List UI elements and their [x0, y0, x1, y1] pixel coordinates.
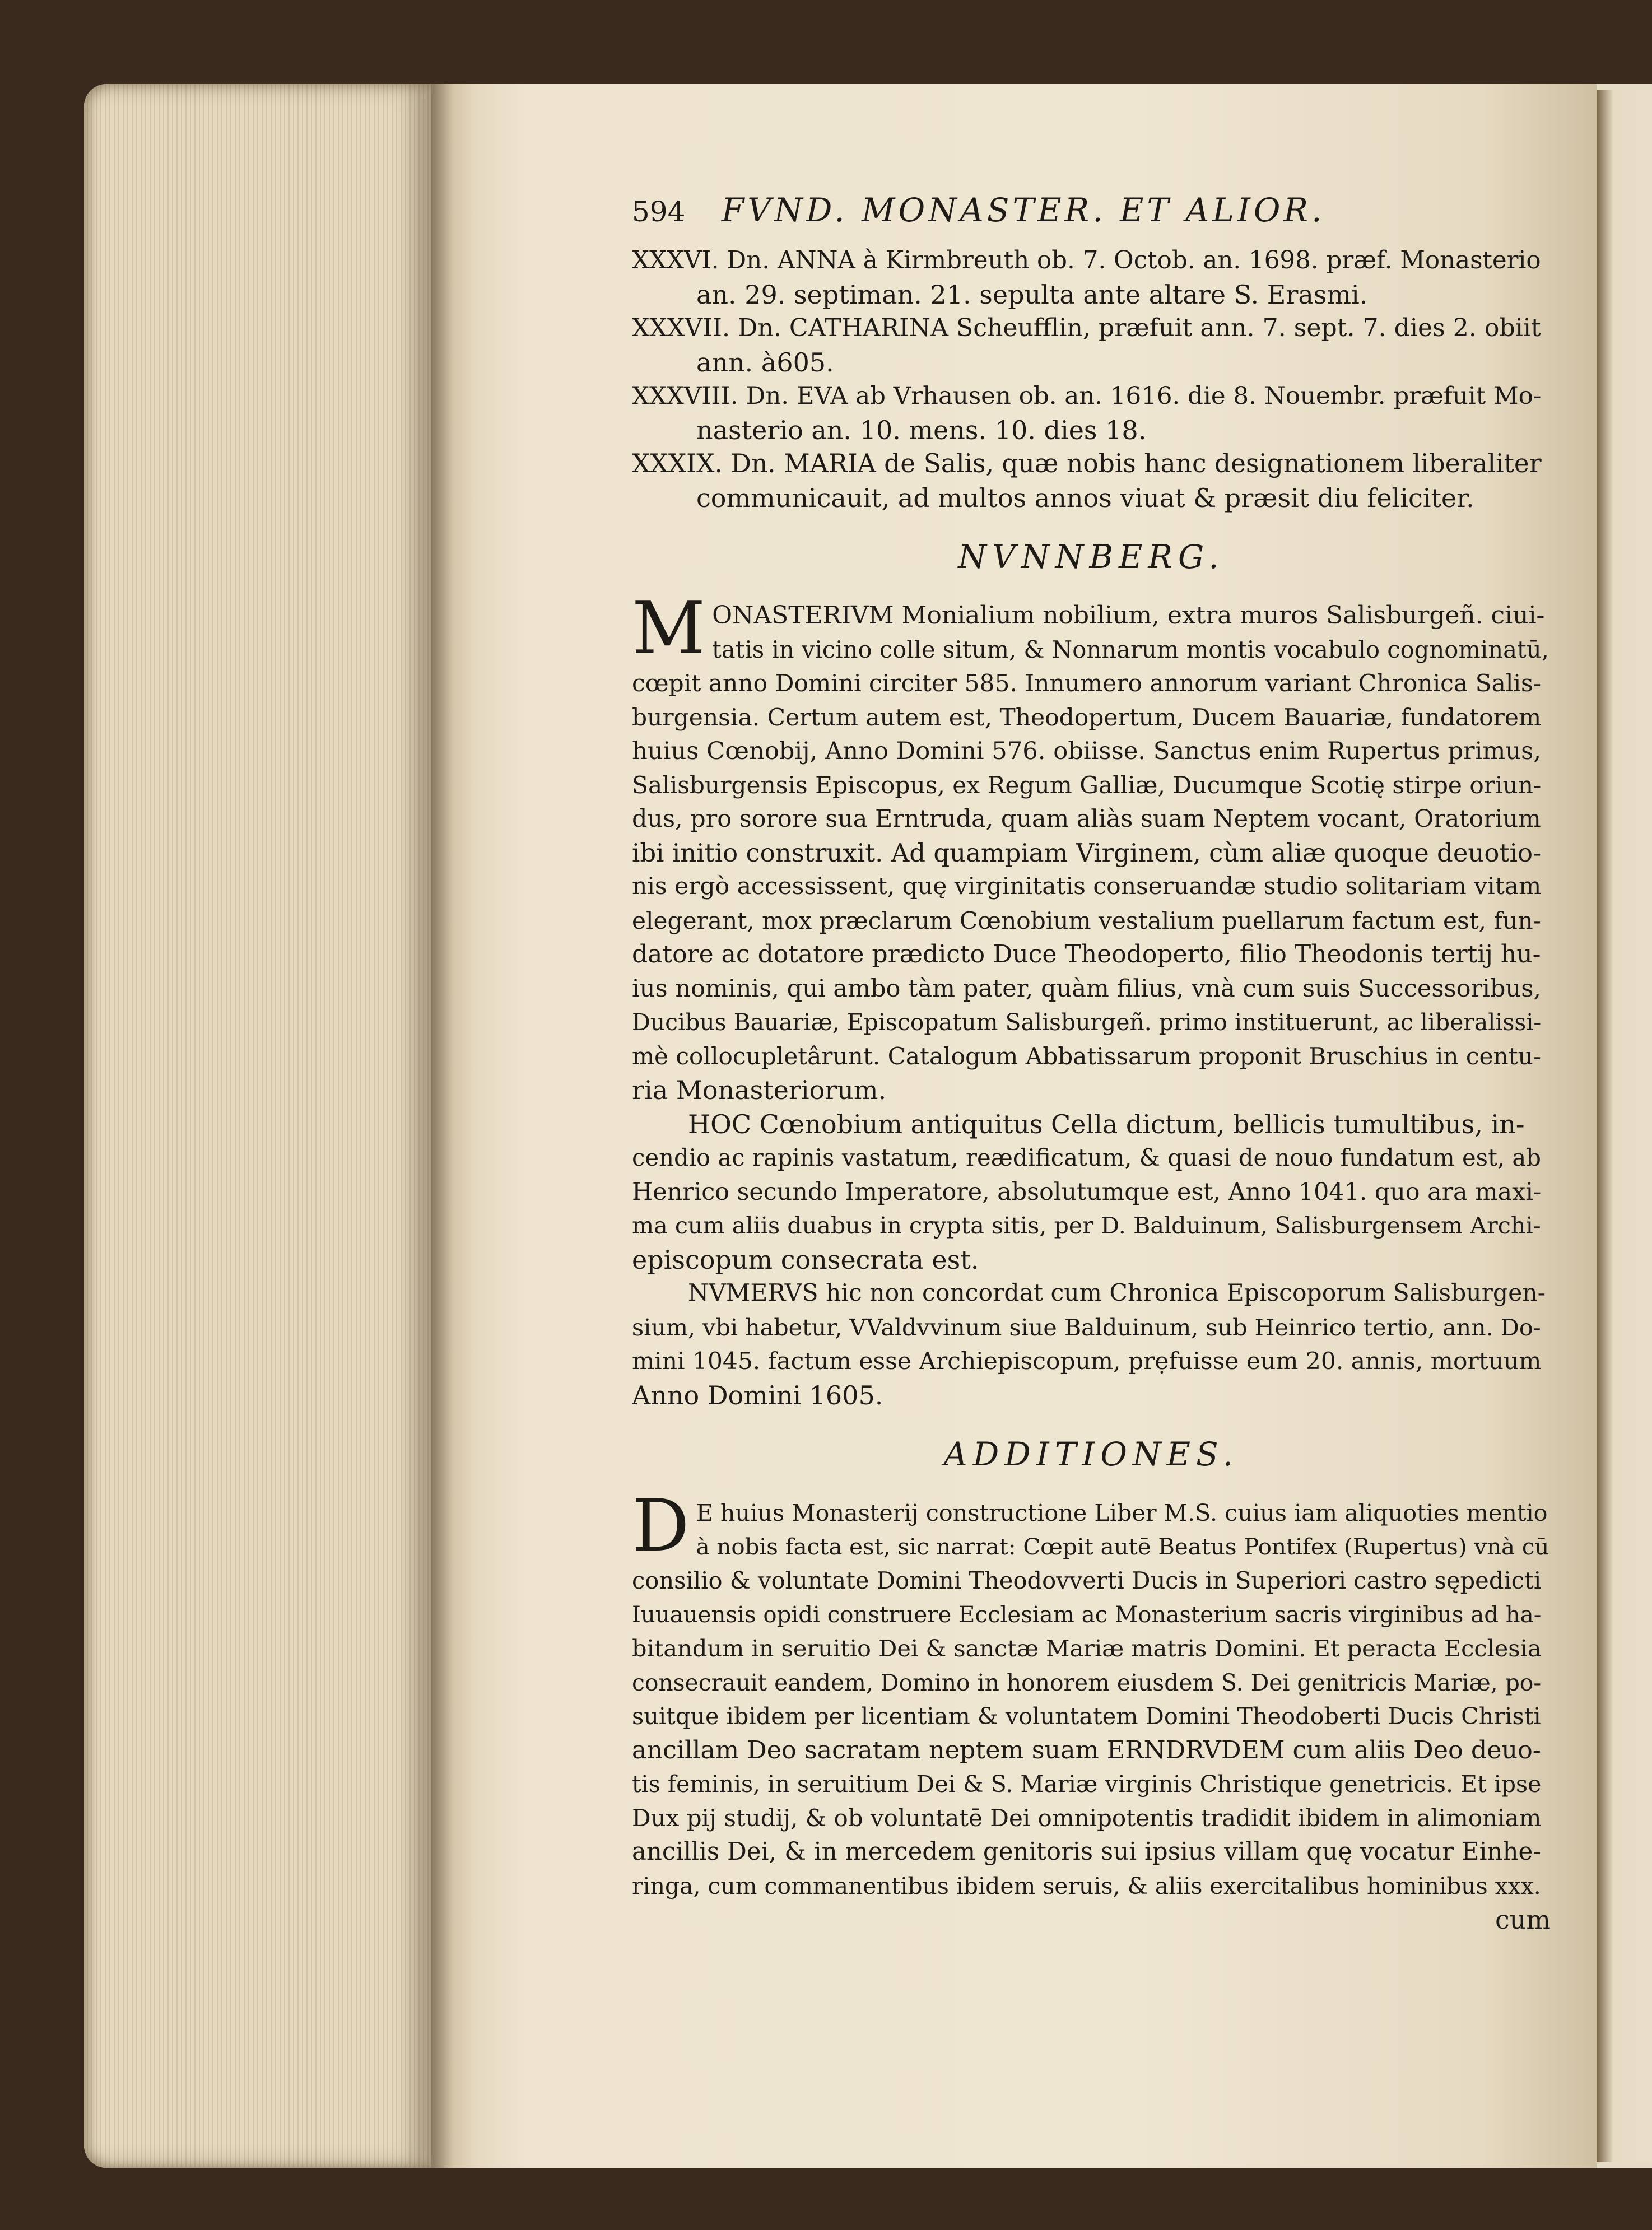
text-line: ringa, cum commanentibus ibidem seruis, & aliis exercitalibus hominibus xxx. [632, 1872, 1541, 1900]
entry-line: XXXIX. Dn. MARIA de Salis, quæ nobis hanc designationem liberaliter [632, 449, 1542, 478]
text-line: cœpit anno Domini circiter 585. Innumero annorum variant Chronica Salis- [632, 669, 1542, 697]
text-line: tatis in vicino colle situm, & Nonnarum montis vocabulo cognominatū, [712, 635, 1549, 663]
entry-37 [632, 311, 1551, 379]
entry-39 [632, 447, 1551, 515]
text-line: cendio ac rapinis vastatum, reædificatum, & quasi de nouo fundatum est, ab [632, 1144, 1541, 1171]
text-line: datore ac dotatore prædicto Duce Theodoperto, filio Theodonis tertij hu- [632, 940, 1541, 969]
entry-line: XXXVII. Dn. CATHARINA Scheufflin, præfuit ann. 7. sept. 7. dies 2. obiit [632, 314, 1541, 342]
text-line: ius nominis, qui ambo tàm pater, quàm filius, vnà cum suis Successoribus, [632, 974, 1542, 1003]
entry-line: XXXVIII. Dn. EVA ab Vrhausen ob. an. 1616. die 8. Nouembr. præfuit Mo- [632, 382, 1542, 410]
entry-38 [632, 379, 1551, 447]
text-line: E huius Monasterij constructione Liber M.S. cuius iam aliquoties mentio [696, 1500, 1548, 1526]
text-line: Salisburgensis Episcopus, ex Regum Galliæ, Ducumque Scotię stirpe oriun- [632, 771, 1542, 799]
section-heading-additiones: ADDITIONES. [943, 1435, 1239, 1473]
text-line: episcopum consecrata est. [632, 1244, 979, 1275]
text-line: Henrico secundo Imperatore, absolutumque est, Anno 1041. quo ara maxi- [632, 1177, 1542, 1206]
text-line: NVMERVS hic non concordat cum Chronica Episcoporum Salisburgen- [688, 1279, 1546, 1307]
text-line: HOC Cœnobium antiquitus Cella dictum, bellicis tumultibus, in- [688, 1109, 1525, 1139]
text-line: suitque ibidem per licentiam & voluntatem Domini Theodoberti Ducis Christi [632, 1703, 1541, 1730]
entry-36 [632, 244, 1551, 311]
text-line: mini 1045. factum esse Archiepiscopum, prẹfuisse eum 20. annis, mortuum [632, 1347, 1542, 1375]
text-line: tis feminis, in seruitium Dei & S. Mariæ virginis Christique genetricis. Et ipse [632, 1771, 1542, 1798]
running-head [632, 193, 1551, 244]
text-line: Iuuauensis opidi construere Ecclesiam ac Monasterium sacris virginibus ad ha- [632, 1601, 1542, 1628]
facing-page-edge [1597, 90, 1652, 2162]
text-line: burgensia. Certum autem est, Theodopertum, Ducem Bauariæ, fundatorem [632, 703, 1542, 731]
drop-capital: D [632, 1496, 690, 1568]
text-line: consecrauit eandem, Domino in honorem eiusdem S. Dei genitricis Mariæ, po- [632, 1669, 1542, 1696]
gutter-shadow [431, 84, 476, 2168]
running-title: FVND. MONASTER. ET ALIOR. [722, 191, 1325, 229]
page-text [632, 193, 1551, 1937]
entry-line: nasterio an. 10. mens. 10. dies 18. [696, 415, 1147, 445]
text-line: à nobis facta est, sic narrat: Cœpit autē Beatus Pontifex (Rupertus) vnà cū [696, 1534, 1549, 1560]
text-line: bitandum in seruitio Dei & sanctæ Mariæ matris Domini. Et peracta Ecclesia [632, 1635, 1542, 1662]
text-line: huius Cœnobij, Anno Domini 576. obiisse. Sanctus enim Rupertus primus, [632, 737, 1542, 765]
text-line: consilio & voluntate Domini Theodovverti Ducis in Superiori castro sępedicti [632, 1567, 1542, 1594]
text-line: Anno Domini 1605. [632, 1380, 883, 1410]
text-line: ma cum aliis duabus in crypta sitis, per D. Balduinum, Salisburgensem Archi- [632, 1212, 1541, 1239]
text-line: ancillis Dei, & in mercedem genitoris sui ipsius villam quę vocatur Einhe- [632, 1838, 1541, 1866]
text-line: ibi initio construxit. Ad quampiam Virginem, cùm aliæ quoque deuotio- [632, 837, 1542, 868]
page-edges [84, 84, 431, 2168]
text-line: Dux pij studij, & ob voluntatē Dei omnipotentis tradidit ibidem in alimoniam [632, 1804, 1542, 1832]
text-line: sium, vbi habetur, VValdvvinum siue Balduinum, sub Heinrico tertio, ann. Do- [632, 1314, 1541, 1341]
paragraph-hoc-coenobium [632, 1107, 1551, 1277]
text-line: elegerant, mox præclarum Cœnobium vestalium puellarum factum est, fun- [632, 906, 1541, 934]
text-line: mè collocupletârunt. Catalogum Abbatissarum proponit Bruschius in centu- [632, 1042, 1542, 1070]
paragraph-numerus [632, 1277, 1551, 1412]
entry-line: ann. à605. [696, 347, 834, 378]
text-line: nis ergò accessissent, quę virginitatis conseruandæ studio solitariam vitam [632, 873, 1542, 900]
text-line: Ducibus Bauariæ, Episcopatum Salisburgeñ. primo instituerunt, ac liberalissi- [632, 1009, 1542, 1036]
page-number: 594 [632, 195, 686, 228]
section-heading-nunnberg: NVNNBERG. [958, 538, 1225, 576]
text-line: ancillam Deo sacratam neptem suam ERNDRVDEM cum aliis Deo deuo- [632, 1735, 1541, 1765]
entry-line: an. 29. septiman. 21. sepulta ante altare S. Erasmi. [696, 279, 1368, 310]
paragraph-de-huius [632, 1496, 1551, 1903]
catchword: cum [1495, 1905, 1551, 1935]
abbess-list [632, 244, 1551, 515]
text-line: ria Monasteriorum. [632, 1075, 887, 1105]
text-line: dus, pro sorore sua Erntruda, quam aliàs suam Neptem vocant, Oratorium [632, 805, 1541, 833]
entry-line: communicauit, ad multos annos viuat & præsit diu feliciter. [696, 482, 1474, 513]
drop-capital: M [632, 599, 706, 671]
text-line: ONASTERIVM Monialium nobilium, extra muros Salisburgeñ. ciui- [712, 601, 1545, 630]
entry-line: XXXVI. Dn. ANNA à Kirmbreuth ob. 7. Octob. an. 1698. præf. Monasterio [632, 246, 1541, 274]
paragraph-monasterium [632, 599, 1551, 1107]
